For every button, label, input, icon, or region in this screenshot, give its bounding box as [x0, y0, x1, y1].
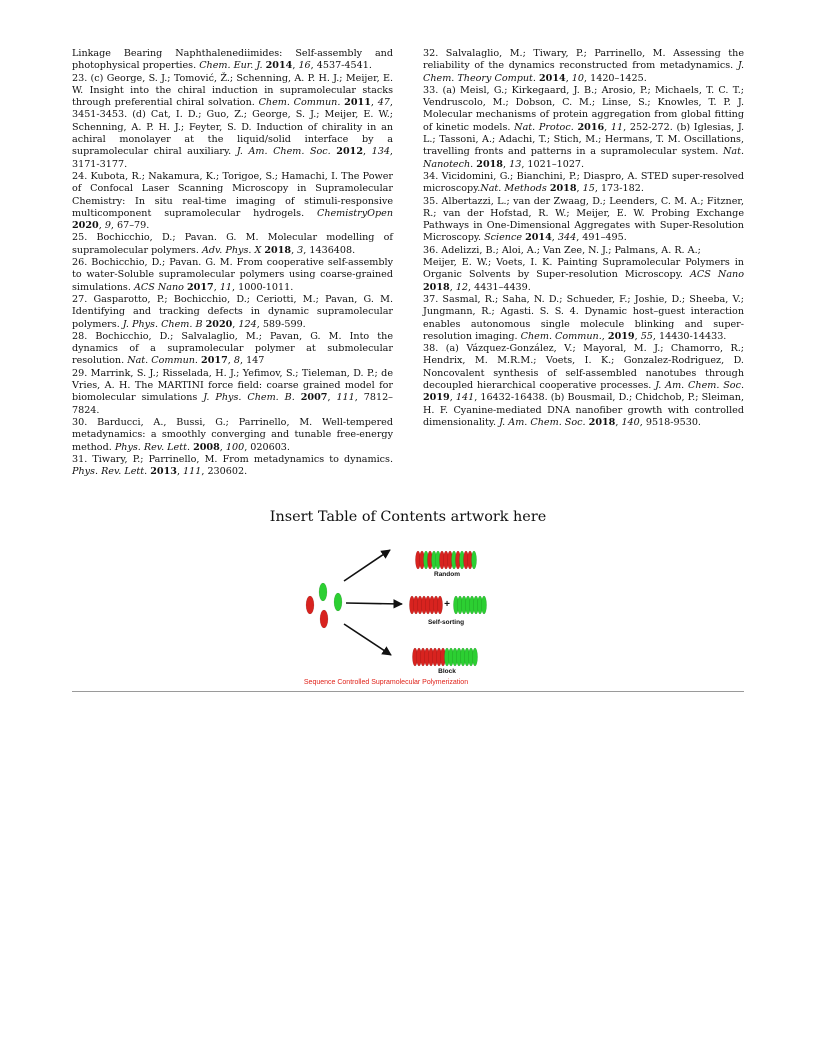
reference-text-run: 15: [582, 183, 595, 195]
reference-text-run: 33. (a) Meisl, G.; Kirkegaard, J. B.; Arosio, P.; Michaels, T. C. T.; Vendruscolo, M.; Dobson, C. M.; Linse, S.; Knowles, T. P. J. Molecular mechanisms of protein aggregation from global fitting of kinetic models.: [423, 84, 744, 133]
reference-text-run: 8: [233, 355, 240, 367]
ref-27: [72, 294, 393, 331]
reference-text-run: , 1021–1027.: [521, 158, 585, 170]
reference-text-run: , 252-272. (b) Iglesias, J. L.; Tassoni, A.; Adachi, T.; Stich, M.; Hermans, T. M. Oscillations, travelling fronts and patterns in a supramolecular system.: [423, 121, 744, 158]
reference-text-run: ,: [291, 244, 298, 256]
ref-35: [423, 196, 744, 245]
reference-text-run: Nat. Methods: [480, 183, 547, 195]
reference-text-run: , 14430-14433.: [652, 330, 727, 342]
reference-text-run: 2007: [300, 392, 328, 404]
polymer-stack-block: [412, 648, 477, 666]
toc-caption: Sequence Controlled Supramolecular Polymerization: [303, 679, 469, 686]
reference-text-run: 34. Vicidomini, G.; Bianchini, P.; Diaspro, A. STED super-resolved microscopy.: [423, 170, 744, 195]
reference-text-run: ,: [213, 281, 220, 293]
reference-text-run: J. Phys. Chem. B.: [203, 392, 295, 404]
reference-text-run: ,: [176, 466, 184, 478]
reference-text-run: , 4537-4541.: [310, 60, 372, 72]
polymer-stack-random: [415, 551, 476, 569]
reference-column-left: [72, 48, 393, 478]
reference-text-run: ,: [551, 232, 558, 244]
reference-text-run: 2013: [150, 466, 177, 478]
reference-text-run: Meijer, E. W.; Voets, I. K. Painting Supramolecular Polymers in Organic Solvents by Super-resolution Microscopy.: [423, 257, 744, 281]
reference-text-run: ,: [449, 392, 456, 404]
reference-text-run: 29. Marrink, S. J.; Risselada, H. J.; Yefimov, S.; Tieleman, D. P.; de Vries, A. H. The MARTINI force field: coarse grained model for biomolecular simulations: [72, 367, 393, 404]
reference-text-run: , 147: [239, 355, 265, 367]
reference-text-run: 13: [509, 158, 522, 170]
reference-text-run: 2018: [588, 416, 616, 428]
reference-text-run: Chem. Eur. J.: [199, 60, 263, 72]
reference-text-run: 23. (c) George, S. J.; Tomović, Ž.; Schenning, A. P. H. J.; Meijer, E. W. Insight into the chiral induction in supramolecular stacks through preferential chiral solvation.: [72, 72, 393, 109]
ref-36-cont: [423, 257, 744, 294]
reference-text-run: ,: [502, 158, 510, 170]
reference-text-run: 55: [640, 330, 653, 342]
reference-text-run: ,: [634, 330, 641, 342]
reference-text-run: J. Am. Chem. Soc.: [499, 416, 586, 428]
reference-text-run: 28. Bochicchio, D.; Salvalaglio, M.; Pavan, G. M. Into the dynamics of a supramolecular polymer at submolecular resolution.: [72, 330, 393, 367]
reference-text-run: 111: [336, 392, 355, 404]
reference-text-run: 2018: [476, 158, 503, 170]
polymer-stack-self-sorted-red: [409, 596, 442, 614]
reference-text-run: 11: [219, 281, 233, 293]
monomer-disc: [334, 593, 342, 611]
reference-text-run: 36. Adelizzi, B.; Aloi, A.; Van Zee, N. J.; Palmans, A. R. A.;: [423, 244, 701, 256]
reference-text-run: 32. Salvalaglio, M.; Tiwary, P.; Parrinello, M. Assessing the reliability of the dynamics reconstructed from metadynamics.: [423, 48, 744, 72]
reference-text-run: , 7812–7824.: [72, 392, 393, 416]
reference-text-run: , 3171-3177.: [72, 146, 393, 170]
reference-text-run: , 4431–4439.: [468, 281, 531, 293]
bottom-rule: [72, 691, 744, 692]
ref-24: [72, 171, 393, 232]
reference-text-run: 140: [621, 416, 640, 428]
ref-29: [72, 368, 393, 417]
reference-text-run: J. Chem. Theory Comput.: [423, 60, 744, 84]
ref-25: [72, 232, 393, 257]
reference-text-run: , 173-182.: [594, 183, 644, 195]
reference-text-run: 100: [225, 441, 245, 453]
reference-text-run: ,: [227, 355, 234, 367]
reference-text-run: , 67–79.: [110, 220, 150, 232]
reference-text-run: 2018: [264, 244, 292, 256]
reference-text-run: 2014: [265, 60, 293, 72]
plus-sign: +: [444, 599, 450, 610]
reference-text-run: ,: [327, 392, 337, 404]
reference-text-run: 344: [557, 232, 577, 244]
reference-text-run: ,: [576, 183, 583, 195]
monomer-disc: [471, 551, 476, 569]
reference-text-run: J. Phys. Chem. B: [122, 318, 203, 330]
arrow-to-block: [344, 624, 391, 655]
reference-text-run: 9: [104, 220, 111, 232]
reference-text-run: ,: [363, 146, 372, 158]
reference-text-run: 141: [455, 392, 475, 404]
monomer-disc: [306, 596, 314, 614]
arrow-to-random: [344, 550, 390, 581]
label-random: Random: [434, 571, 460, 578]
arrow-to-self-sorting: [346, 603, 402, 604]
reference-text-run: 134: [371, 146, 390, 158]
reference-text-run: , 1436408.: [303, 244, 356, 256]
reference-text-run: 2018: [423, 281, 450, 293]
reference-text-run: J. Am. Chem. Soc.: [655, 380, 744, 392]
reference-text-run: 26. Bochicchio, D.; Pavan. G. M. From cooperative self-assembly to water-Soluble supramolecular polymers using coarse-grained simulations.: [72, 257, 393, 293]
monomer-disc: [481, 596, 486, 614]
ref-22-cont: [72, 48, 393, 73]
reference-text-run: Chem. Commun.: [520, 330, 602, 342]
reference-text-run: , 1420–1425.: [584, 72, 647, 84]
reference-text-run: Nat. Protoc.: [514, 121, 574, 133]
reference-text-run: , 1000-1011.: [232, 281, 294, 293]
reference-text-run: 111: [183, 466, 202, 478]
reference-text-run: 2014: [538, 72, 566, 84]
reference-text-run: , 589-599.: [256, 318, 306, 330]
reference-text-run: 2016: [577, 121, 605, 133]
reference-text-run: 24. Kubota, R.; Nakamura, K.; Torigoe, S.; Hamachi, I. The Power of Confocal Laser Scanning Microscopy in Supramolecular Chemistry: In situ real-time imaging of stimuli-responsive multicomponent supramolecular hydrogels.: [72, 170, 393, 219]
monomer-disc: [472, 648, 477, 666]
toc-heading: Insert Table of Contents artwork here: [269, 509, 547, 525]
reference-text-run: ,: [219, 441, 226, 453]
reference-text-run: 38. (a) Vázquez-González, V.; Mayoral, M. J.; Chamorro, R.; Hendrix, M. M.R.M.; Voets, I. K.; Gonzalez-Rodriguez, D. Noncovalent synthesis of self-assembled nanotubes through decoupled hierarchical cooperative processes.: [423, 343, 744, 392]
reference-text-run: 30. Barducci, A., Bussi, G.; Parrinello, M. Well-tempered metadynamics: a smoothly converging and tunable free-energy method.: [72, 416, 393, 453]
reference-text-run: 12: [455, 281, 469, 293]
reference-text-run: Nat. Nanotech.: [423, 146, 744, 170]
reference-text-run: 27. Gasparotto, P.; Bochicchio, D.; Ceriotti, M.; Pavan, G. M. Identifying and tracking defects in dynamic supramolecular polymers.: [72, 293, 393, 330]
monomer-disc: [320, 610, 328, 628]
ref-28: [72, 331, 393, 368]
reference-text-run: , 230602.: [201, 466, 248, 478]
ref-36: [423, 245, 744, 257]
reference-text-run: Nat. Commun.: [127, 355, 198, 367]
monomer-disc: [319, 583, 327, 601]
reference-text-run: 2020: [205, 318, 233, 330]
monomer-disc: [437, 596, 442, 614]
reference-text-run: 2012: [336, 146, 363, 158]
reference-text-run: 35. Albertazzi, L.; van der Zwaag, D.; Leenders, C. M. A.; Fitzner, R.; van der Hofstad, R. W.; Meijer, E. W. Probing Exchange Pathways in One-Dimensional Aggregates with Super-Resolution Microscopy.: [423, 195, 744, 244]
reference-text-run: 124: [238, 318, 257, 330]
reference-text-run: Phys. Rev. Lett.: [114, 441, 190, 453]
reference-text-run: 2019: [423, 392, 450, 404]
reference-text-run: 2020: [72, 220, 99, 232]
reference-text-run: J. Am. Chem. Soc.: [236, 146, 331, 158]
reference-text-run: 31. Tiwary, P.; Parrinello, M. From metadynamics to dynamics.: [72, 453, 393, 465]
label-block: Block: [438, 668, 456, 675]
reference-text-run: Science: [484, 232, 523, 244]
reference-text-run: ,: [449, 281, 456, 293]
reference-text-run: 2017: [187, 281, 214, 293]
reference-text-run: , 020603.: [244, 441, 290, 453]
polymer-stack-self-sorted-green: [453, 596, 486, 614]
ref-38: [423, 343, 744, 429]
reference-text-run: , 491–495.: [576, 232, 627, 244]
reference-text-run: 2008: [193, 441, 220, 453]
reference-text-run: 37. Sasmal, R.; Saha, N. D.; Schueder, F.; Joshie, D.; Sheeba, V.; Jungmann, R.; Agasti. S. S. 4. Dynamic host–guest interaction enables autonomous single molecule blinking and super-resolution imaging.: [423, 293, 744, 342]
reference-text-run: , 16432-16438. (b) Bousmail, D.; Chidchob, P.; Sleiman, H. F. Cyanine-mediated DNA nanofiber growth with controlled dimensionality.: [423, 392, 744, 428]
reference-text-run: ,: [604, 121, 611, 133]
reference-text-run: ,: [615, 416, 622, 428]
reference-text-run: 2011: [344, 97, 371, 109]
ref-32: [423, 48, 744, 85]
ref-37: [423, 294, 744, 343]
reference-text-run: ,: [601, 330, 608, 342]
ref-34: [423, 171, 744, 196]
reference-text-run: 3: [297, 244, 304, 256]
reference-text-run: ,: [98, 220, 105, 232]
reference-text-run: Phys. Rev. Lett.: [72, 466, 148, 478]
reference-text-run: 2017: [201, 355, 228, 367]
free-monomers: [306, 583, 342, 628]
ref-26: [72, 257, 393, 294]
reference-text-run: 2014: [525, 232, 552, 244]
reference-text-run: ,: [292, 60, 299, 72]
reference-text-run: ,: [370, 97, 378, 109]
reference-text-run: 10: [571, 72, 585, 84]
reference-text-run: 47: [377, 97, 390, 109]
toc-artwork: [290, 537, 500, 687]
label-self-sorting: Self-sorting: [427, 619, 465, 626]
reference-text-run: 16: [298, 60, 311, 72]
reference-text-run: ACS Nano: [689, 269, 744, 281]
reference-text-run: Adv. Phys. X: [201, 244, 262, 256]
ref-23: [72, 73, 393, 171]
reference-text-run: ,: [565, 72, 572, 84]
reference-text-run: ACS Nano: [133, 281, 184, 293]
reference-text-run: , 3451-3453. (d) Cat, I. D.; Guo, Z.; George, S. J.; Meijer, E. W.; Schenning, A. P. H. J.; Feyter, S. D. Induction of chirality in an achiral monolayer at the liquid/solid interface by a supramolecular chiral auxiliary.: [72, 97, 393, 158]
reference-text-run: 11: [610, 121, 624, 133]
reference-text-run: Linkage Bearing Naphthalenediimides: Self-assembly and photophysical properties.: [72, 48, 393, 72]
ref-30: [72, 417, 393, 454]
ref-33: [423, 85, 744, 171]
ref-31: [72, 454, 393, 479]
reference-text-run: ChemistryOpen: [316, 207, 393, 219]
reference-text-run: , 9518-9530.: [639, 416, 701, 428]
reference-text-run: 2018: [549, 183, 577, 195]
reference-text-run: 2019: [607, 330, 635, 342]
reference-text-run: Chem. Commun.: [258, 97, 341, 109]
reference-text-run: 25. Bochicchio, D.; Pavan. G. M. Molecular modelling of supramolecular polymers.: [72, 232, 393, 256]
reference-text-run: ,: [232, 318, 239, 330]
reference-column-right: [423, 48, 744, 429]
